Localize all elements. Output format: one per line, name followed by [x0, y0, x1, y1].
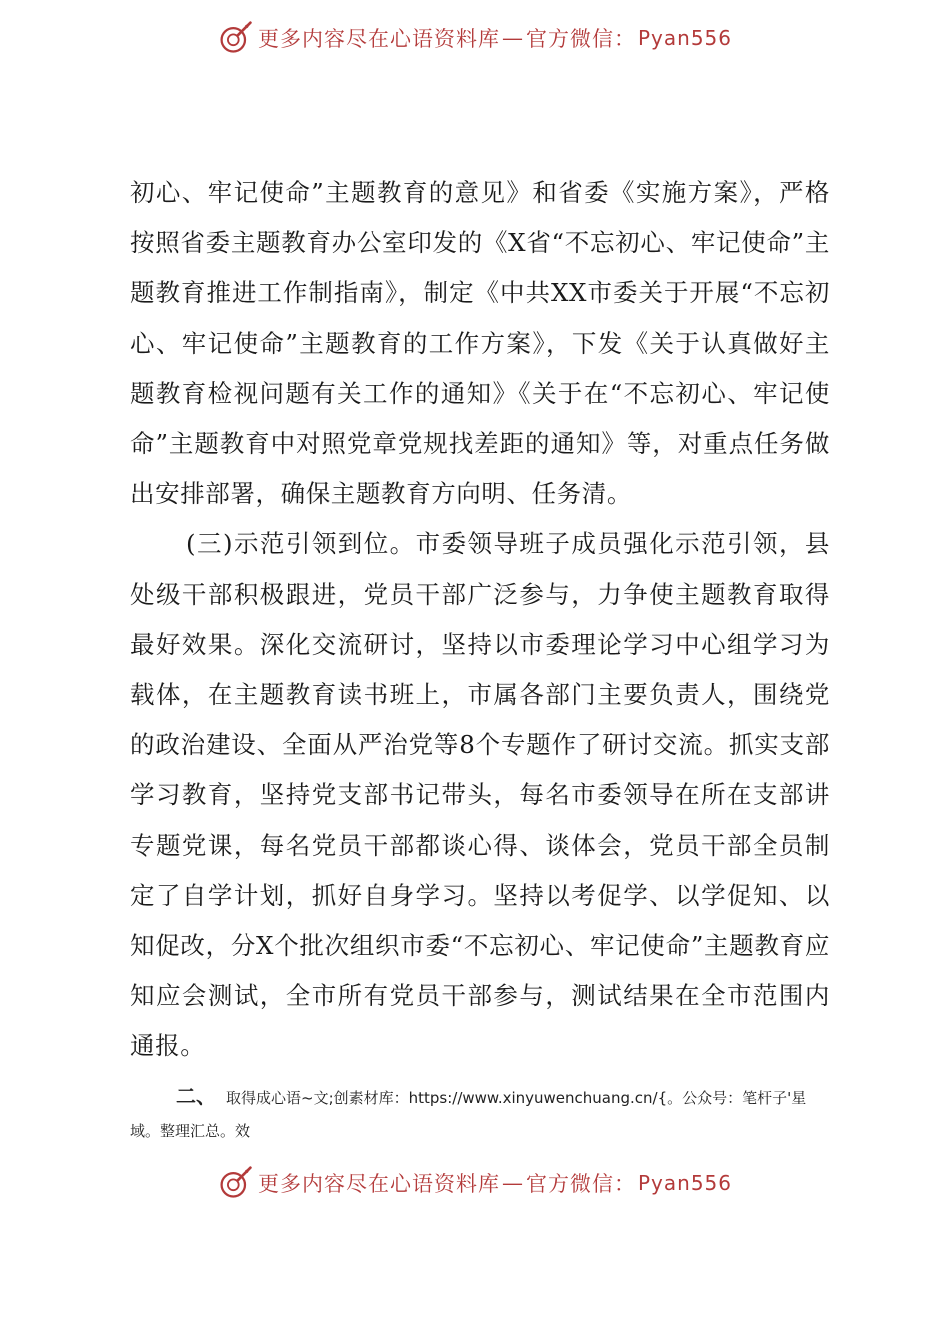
banner-title: 更多内容尽在心语资料库: [257, 27, 500, 51]
footer-note: [130, 1080, 832, 1148]
banner-label: 官方微信：: [525, 27, 636, 51]
banner-handle: Pyan556: [637, 26, 732, 50]
banner-dash: —: [501, 26, 524, 50]
document-body: [130, 168, 830, 1072]
pen-logo-icon: [218, 20, 254, 56]
banner-dash: —: [501, 1171, 524, 1195]
banner-label: 官方微信：: [525, 1172, 636, 1196]
banner-title: 更多内容尽在心语资料库: [257, 1172, 500, 1196]
pen-logo-icon: [218, 1165, 254, 1201]
footer-note-text: 取得成心语~文;创素材库：https://www.xinyuwenchuang.cn/{。公众号：笔杆子'星域。整理汇总。效: [130, 1089, 807, 1140]
banner-handle: Pyan556: [637, 1171, 732, 1195]
section-number: 二、: [176, 1084, 216, 1108]
header-banner: [0, 18, 950, 58]
paragraph-1: 初心、牢记使命”主题教育的意见》和省委《实施方案》，严格按照省委主题教育办公室印发的《X省“不忘初心、牢记使命”主题教育推进工作制指南》，制定《中共XX市委关于开展“不忘初心、牢记使命”主题教育的工作方案》，下发《关于认真做好主题教育检视问题有关工作的通知》《关于在“不忘初心、牢记使命”主题教育中对照党章党规找差距的通知》等，对重点任务做出安排部署，确保主题教育方向明、任务清。: [130, 178, 830, 509]
footer-banner: [0, 1163, 950, 1203]
paragraph-2: (三)示范引领到位。市委领导班子成员强化示范引领，县处级干部积极跟进，党员干部广泛参与，力争使主题教育取得最好效果。深化交流研讨，坚持以市委理论学习中心组学习为载体，在主题教育读书班上，市属各部门主要负责人，围绕党的政治建设、全面从严治党等8个专题作了研讨交流。抓实支部学习教育，坚持党支部书记带头，每名市委领导在所在支部讲专题党课，每名党员干部都谈心得、谈体会，党员干部全员制定了自学计划，抓好自身学习。坚持以考促学、以学促知、以知促改，分X个批次组织市委“不忘初心、牢记使命”主题教育应知应会测试，全市所有党员干部参与，测试结果在全市范围内通报。: [130, 529, 830, 1061]
